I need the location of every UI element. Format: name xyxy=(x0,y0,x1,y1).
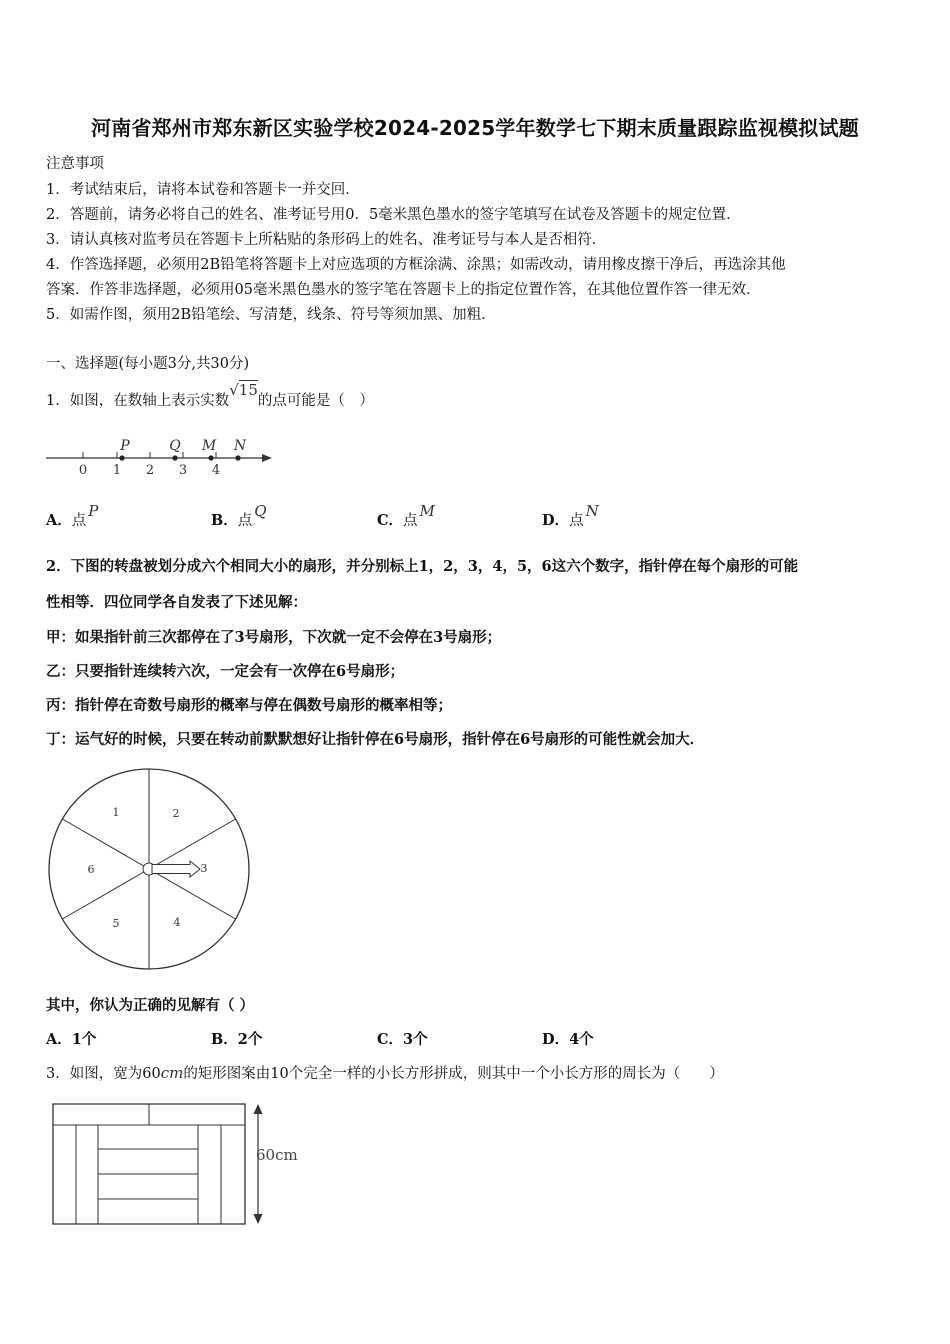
notice-item: 5．如需作图，须用2B铅笔绘、写清楚，线条、符号等须加黑、加粗． xyxy=(46,307,496,323)
option-text: 点 xyxy=(237,513,253,529)
option-math: M xyxy=(419,502,435,520)
option-letter: A． xyxy=(46,1031,72,1048)
tick-label-2: 2 xyxy=(145,463,155,478)
point-label-n: N xyxy=(233,438,247,454)
dimension-arrow-bottom xyxy=(254,1214,263,1224)
option-letter: B． xyxy=(211,512,238,529)
sector-label-5: 5 xyxy=(112,917,120,930)
section-heading: 一、选择题(每小题3分,共30分) xyxy=(46,356,250,372)
option-math: P xyxy=(88,502,99,520)
question-2-stem: 性相等．四位同学各自发表了下述见解： xyxy=(46,594,307,611)
sqrt-radicand: 15 xyxy=(238,381,258,399)
sector-label-3: 3 xyxy=(200,862,208,875)
sector-label-2: 2 xyxy=(172,807,180,820)
q2-option-b[interactable] xyxy=(211,1028,262,1049)
notice-item: 4．作答选择题，必须用2B铅笔将答题卡上对应选项的方框涂满、涂黑；如需改动，请用橡皮擦干净后，再选涂其他 xyxy=(46,257,786,273)
option-letter: D． xyxy=(542,1031,570,1048)
point-label-q: Q xyxy=(169,438,181,454)
notice-item: 3．请认真核对监考员在答题卡上所粘贴的条形码上的姓名、准考证号与本人是否相符． xyxy=(46,232,607,248)
question-3-stem xyxy=(46,1062,724,1083)
option-text: 2个 xyxy=(237,1031,263,1048)
opinion-ding: 丁：运气好的时候，只要在转动前默默想好让指针停在6号扇形，指针停在6号扇形的可能性就会加大． xyxy=(46,731,705,748)
dimension-arrow-top xyxy=(254,1104,263,1114)
sector-label-4: 4 xyxy=(173,916,181,929)
q2-option-a[interactable] xyxy=(46,1028,96,1049)
opinion-bing: 丙：指针停在奇数号扇形的概率与停在偶数号扇形的概率相等； xyxy=(46,697,452,714)
option-text: 点 xyxy=(569,513,584,529)
point-label-m: M xyxy=(201,438,217,454)
tick-label-0: 0 xyxy=(78,463,88,478)
q1-option-d[interactable] xyxy=(542,502,599,530)
option-math: N xyxy=(585,502,599,520)
q1-option-a[interactable] xyxy=(46,502,99,530)
point-q xyxy=(172,455,177,460)
option-letter: D． xyxy=(542,512,570,529)
option-letter: C． xyxy=(377,1031,404,1048)
option-text: 4个 xyxy=(569,1031,594,1048)
question-3-text: 的矩形图案由10个完全一样的小长方形拼成，则其中一个小长方形的周长为（ ） xyxy=(183,1066,724,1082)
question-1-text: 1．如图，在数轴上表示实数 xyxy=(46,393,230,409)
q1-option-b[interactable] xyxy=(211,502,267,530)
unit-cm: cm xyxy=(160,1064,184,1082)
q1-option-c[interactable] xyxy=(377,502,435,530)
question-3-text: 3．如图，宽为60 xyxy=(46,1066,161,1082)
opinion-yi: 乙：只要指针连续转六次，一定会有一次停在6号扇形； xyxy=(46,663,405,680)
option-math: Q xyxy=(254,502,267,520)
sector-label-1: 1 xyxy=(112,806,120,819)
tick-label-4: 4 xyxy=(211,463,221,478)
option-text: 1个 xyxy=(71,1031,97,1048)
q2-option-c[interactable] xyxy=(377,1028,428,1049)
axis-ticks xyxy=(83,452,216,458)
tick-label-3: 3 xyxy=(178,463,188,478)
question-2-stem: 2．下图的转盘被划分成六个相同大小的扇形，并分别标上1，2，3，4，5，6这六个数字，指针停在每个扇形的可能 xyxy=(46,558,799,575)
opinion-jia: 甲：如果指针前三次都停在了3号扇形，下次就一定不会停在3号扇形； xyxy=(46,629,502,646)
point-p xyxy=(119,455,124,460)
point-n xyxy=(235,455,240,460)
point-m xyxy=(208,455,213,460)
question-2-ask: 其中，你认为正确的见解有（ ） xyxy=(46,997,255,1014)
page-title: 河南省郑州市郑东新区实验学校2024-2025学年数学七下期末质量跟踪监视模拟试题 xyxy=(91,116,859,140)
question-1-text: 的点可能是（ ） xyxy=(257,393,374,409)
spinner-figure xyxy=(46,766,252,972)
notice-item: 1．考试结束后，请将本试卷和答题卡一并交回． xyxy=(46,182,360,198)
notice-heading: 注意事项 xyxy=(46,156,104,172)
option-letter: B． xyxy=(211,1031,238,1048)
option-text: 点 xyxy=(71,513,87,529)
option-text: 3个 xyxy=(403,1031,428,1048)
sqrt-expression: √15 xyxy=(229,381,258,399)
point-label-p: P xyxy=(120,438,130,454)
tick-label-1: 1 xyxy=(112,463,122,478)
notice-item: 答案．作答非选择题，必须用05毫米黑色墨水的签字笔在答题卡上的指定位置作答，在其他位置作答一律无效． xyxy=(46,282,761,298)
option-letter: C． xyxy=(377,512,404,529)
option-text: 点 xyxy=(403,513,418,529)
number-line-arrow xyxy=(262,454,272,462)
rectangle-pattern-figure xyxy=(50,1100,300,1230)
option-letter: A． xyxy=(46,512,72,529)
q2-option-d[interactable] xyxy=(542,1028,594,1049)
question-1-stem xyxy=(46,381,374,410)
notice-item: 2．答题前，请务必将自己的姓名、准考证号用0．5毫米黑色墨水的签字笔填写在试卷及答题卡的规定位置． xyxy=(46,207,741,223)
number-line-figure xyxy=(46,436,276,481)
dimension-label: 60cm xyxy=(256,1146,298,1164)
sector-label-6: 6 xyxy=(87,863,95,876)
